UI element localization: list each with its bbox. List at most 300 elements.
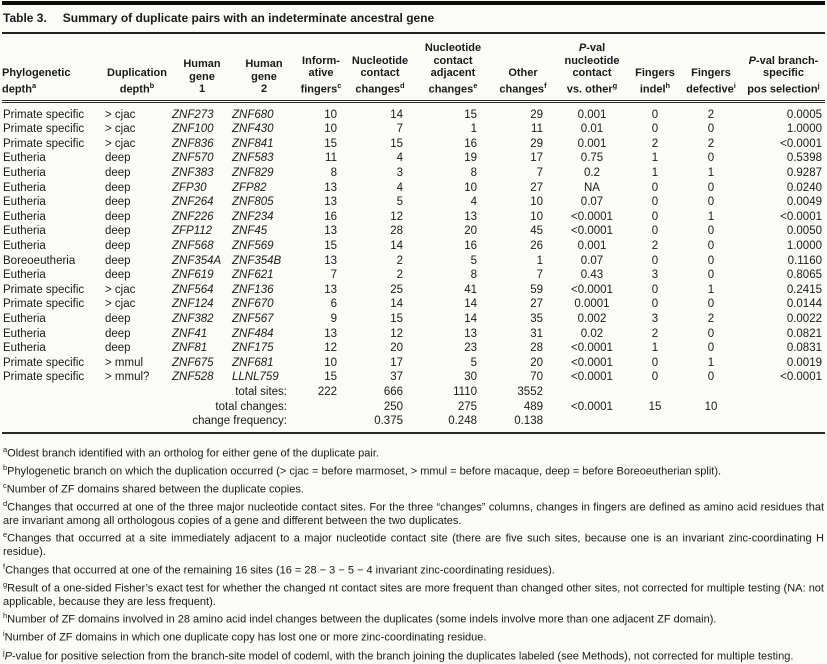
table-cell-human-gene-1: ZFP112 — [172, 225, 213, 238]
column-header-duplication-depth: Duplication depth$^b$ — [102, 34, 172, 101]
summary-cell-informative-fingers: 222 — [317, 385, 337, 398]
table-cell-pval-nucleotide-contact-vs-other: 0.001 — [577, 240, 607, 252]
summary-cell-pval-nucleotide-contact-vs-other — [554, 385, 630, 400]
table-cell-pval-nucleotide-contact-vs-other: 0.001 — [577, 137, 607, 150]
table-cell-other-changes: 7 — [536, 269, 543, 282]
table-cell-human-gene-1: ZNF124 — [172, 298, 214, 311]
table-cell-fingers-indel: 1 — [651, 342, 659, 355]
table-cell-nucleotide-contact-changes: 4 — [396, 152, 403, 165]
table-cell-pval-branch-specific-pos-selection: 1.0000 — [786, 123, 822, 136]
table-cell-human-gene-2: ZNF354B — [232, 254, 282, 267]
table-cell-informative-fingers: 6 — [330, 298, 337, 311]
table-cell-informative-fingers: 11 — [325, 152, 337, 165]
table-cell-informative-fingers: 15 — [324, 371, 337, 384]
table-cell-other-changes: 10 — [530, 210, 543, 223]
table-cell-fingers-indel: 0 — [651, 298, 659, 311]
table-cell-phylogenetic-depth: Eutheria — [3, 167, 46, 180]
table-cell-fingers-indel: 0 — [651, 225, 659, 238]
summary-cell-other-changes: 489 — [523, 400, 543, 413]
table-cell-fingers-indel: 0 — [651, 123, 659, 136]
column-header-informative-fingers: Inform- ative fingers$^c$ — [296, 34, 346, 101]
table-cell-fingers-indel: 0 — [651, 371, 659, 384]
summary-row — [2, 400, 825, 415]
table-cell-other-changes: 26 — [530, 240, 543, 252]
table-cell-human-gene-1: ZNF383 — [172, 167, 214, 180]
table-cell-human-gene-2: ZNF841 — [232, 137, 274, 150]
table-cell-pval-nucleotide-contact-vs-other: <0.0001 — [571, 371, 613, 384]
table-cell-informative-fingers: 10 — [324, 356, 337, 369]
table-cell-fingers-defective: 2 — [707, 312, 715, 325]
table-cell-human-gene-2: ZNF136 — [232, 283, 274, 296]
table-cell-pval-branch-specific-pos-selection: <0.0001 — [780, 210, 822, 223]
table-cell-informative-fingers: 15 — [324, 137, 337, 150]
table-cell-fingers-indel: 2 — [651, 327, 659, 340]
footnote-d: $^d$Changes that occurred at one of the three major nucleotide contact sites. For the three “changes” columns, changes in fingers are defined as amino acid residues that are invariant among all orthologous copies of a gene and different between the two duplicates. — [3, 498, 824, 527]
table-cell-fingers-defective: 0 — [707, 123, 715, 136]
table-row — [2, 370, 825, 385]
table-cell-other-changes: 10 — [530, 196, 543, 209]
table-cell-pval-nucleotide-contact-vs-other: 0.001 — [577, 108, 607, 121]
table-cell-nucleotide-contact-changes: 7 — [396, 123, 403, 136]
summary-row-label: total changes: — [215, 400, 287, 413]
table-cell-other-changes: 27 — [530, 181, 543, 194]
table-cell-fingers-defective: 2 — [707, 137, 715, 150]
summary-table — [2, 34, 825, 434]
table-cell-nucleotide-contact-changes: 2 — [396, 269, 403, 282]
table-row — [2, 356, 825, 371]
table-cell-pval-nucleotide-contact-vs-other: <0.0001 — [571, 225, 613, 238]
table-cell-nucleotide-contact-changes: 3 — [396, 167, 403, 180]
table-cell-nucleotide-contact-adjacent-changes: 4 — [470, 196, 477, 209]
table-cell-fingers-defective: 0 — [707, 240, 715, 252]
table-cell-phylogenetic-depth: Eutheria — [3, 152, 46, 165]
table-cell-fingers-defective: 0 — [707, 196, 715, 209]
table-cell-fingers-indel: 0 — [651, 196, 659, 209]
table-cell-human-gene-2: ZFP82 — [232, 181, 267, 194]
table-cell-fingers-defective: 2 — [707, 108, 715, 121]
table-cell-human-gene-2: ZNF234 — [232, 210, 274, 223]
table-cell-pval-branch-specific-pos-selection: 0.2415 — [786, 283, 822, 296]
table-cell-other-changes: 27 — [530, 298, 543, 311]
column-header-fingers-defective: Fingers defective$^i$ — [680, 34, 742, 101]
table-cell-human-gene-2: LLNL759 — [232, 371, 279, 384]
table-cell-nucleotide-contact-changes: 12 — [390, 210, 403, 223]
table-cell-human-gene-2: ZNF670 — [232, 298, 274, 311]
summary-row — [2, 385, 825, 400]
table-cell-nucleotide-contact-adjacent-changes: 14 — [464, 298, 477, 311]
table-cell-fingers-indel: 3 — [651, 312, 659, 325]
column-header-other-changes: Other changes$^f$ — [492, 34, 554, 101]
table-cell-human-gene-1: ZNF354A — [172, 254, 222, 267]
table-cell-informative-fingers: 13 — [324, 196, 337, 209]
table-cell-pval-branch-specific-pos-selection: 0.8065 — [786, 269, 822, 282]
table-cell-fingers-indel: 2 — [651, 240, 659, 252]
table-cell-pval-branch-specific-pos-selection: 1.0000 — [786, 240, 822, 252]
footnote-f: $^f$Changes that occurred at one of the remaining 16 sites (16 = 28 − 3 − 5 − 4 invariant zinc-coordinating residues). — [3, 561, 555, 577]
table-cell-pval-branch-specific-pos-selection: 0.1160 — [787, 254, 822, 267]
table-cell-phylogenetic-depth: Eutheria — [3, 269, 46, 282]
table-cell-pval-branch-specific-pos-selection: 0.0240 — [786, 181, 822, 194]
table-cell-pval-nucleotide-contact-vs-other: 0.2 — [584, 167, 600, 180]
table-number: Table 3. — [3, 11, 47, 25]
table-cell-informative-fingers: 10 — [324, 108, 337, 121]
table-cell-duplication-depth: > mmul? — [105, 371, 150, 384]
table-cell-nucleotide-contact-changes: 14 — [390, 298, 403, 311]
table-cell-nucleotide-contact-adjacent-changes: 23 — [464, 342, 477, 355]
table-cell-duplication-depth: > cjac — [105, 123, 136, 136]
footnote-j: $^j$P-value for positive selection from the branch-site model of codeml, with the branch joining the duplicates labeled (see Methods), not corrected for multiple testing. — [3, 647, 794, 663]
table-cell-human-gene-2: ZNF805 — [232, 196, 274, 209]
footnotes — [2, 434, 825, 664]
table-cell-other-changes: 59 — [530, 283, 543, 296]
table-row — [2, 341, 825, 356]
table-cell-human-gene-2: ZNF583 — [232, 152, 274, 165]
table-cell-human-gene-2: ZNF621 — [232, 269, 274, 282]
table-cell-nucleotide-contact-adjacent-changes: 13 — [464, 327, 477, 340]
table-cell-nucleotide-contact-changes: 17 — [390, 356, 403, 369]
summary-cell-fingers-indel — [630, 385, 680, 400]
table-cell-duplication-depth: deep — [105, 152, 131, 165]
table-cell-pval-nucleotide-contact-vs-other: 0.01 — [580, 123, 604, 136]
table-cell-nucleotide-contact-adjacent-changes: 10 — [464, 181, 477, 194]
table-cell-phylogenetic-depth: Primate specific — [3, 371, 85, 384]
table-cell-duplication-depth: deep — [105, 181, 131, 194]
table-cell-phylogenetic-depth: Eutheria — [3, 181, 46, 194]
table-cell-other-changes: 11 — [531, 123, 543, 136]
table-cell-pval-branch-specific-pos-selection: 0.9287 — [786, 167, 822, 180]
summary-cell-fingers-defective — [680, 385, 742, 400]
summary-cell-pval-nucleotide-contact-vs-other — [554, 414, 630, 433]
table-row — [2, 137, 825, 152]
table-cell-pval-branch-specific-pos-selection: 0.0144 — [786, 298, 822, 311]
column-header-pval-nucleotide-contact-vs-other: P-val nucleotide contact vs. other$^g$ — [554, 34, 630, 101]
table-cell-fingers-indel: 0 — [651, 181, 659, 194]
footnote-g: $^g$Result of a one-sided Fisher’s exact test for whether the changed nt contact sites are more frequent than changed other sites, not corrected for multiple testing (NA: not applicable, because they are less frequent). — [3, 579, 824, 608]
table-cell-pval-branch-specific-pos-selection: 0.0050 — [786, 225, 822, 238]
table-cell-fingers-indel: 0 — [651, 283, 659, 296]
summary-cell-fingers-indel — [630, 414, 680, 433]
table-cell-pval-branch-specific-pos-selection: 0.5398 — [786, 152, 822, 165]
summary-cell-informative-fingers — [296, 414, 346, 433]
table-cell-duplication-depth: deep — [105, 327, 131, 340]
table-cell-informative-fingers: 10 — [324, 123, 337, 136]
table-row — [2, 283, 825, 298]
table-cell-nucleotide-contact-changes: 12 — [390, 327, 403, 340]
table-cell-phylogenetic-depth: Eutheria — [3, 210, 46, 223]
table-cell-human-gene-1: ZNF619 — [172, 269, 214, 282]
table-row — [2, 297, 825, 312]
table-cell-fingers-indel: 0 — [651, 254, 659, 267]
table-cell-human-gene-2: ZNF175 — [232, 342, 274, 355]
table-cell-informative-fingers: 13 — [324, 225, 337, 238]
table-cell-phylogenetic-depth: Eutheria — [3, 196, 46, 209]
table-cell-phylogenetic-depth: Primate specific — [3, 108, 85, 121]
table-row — [2, 101, 825, 122]
table-cell-human-gene-1: ZFP30 — [172, 181, 207, 194]
table-cell-nucleotide-contact-adjacent-changes: 13 — [464, 210, 477, 223]
table-cell-human-gene-2: ZNF45 — [232, 225, 268, 238]
summary-cell-fingers-defective: 10 — [704, 400, 718, 413]
table-cell-human-gene-2: ZNF569 — [232, 240, 274, 252]
table-cell-fingers-defective: 0 — [707, 181, 715, 194]
table-row — [2, 327, 825, 342]
table-cell-pval-nucleotide-contact-vs-other: 0.43 — [580, 269, 604, 282]
summary-row-label: total sites: — [235, 385, 287, 398]
table-cell-pval-branch-specific-pos-selection: <0.0001 — [780, 371, 822, 384]
table-cell-pval-nucleotide-contact-vs-other: 0.02 — [580, 327, 604, 340]
table-cell-nucleotide-contact-changes: 14 — [390, 240, 403, 252]
table-cell-pval-nucleotide-contact-vs-other: <0.0001 — [571, 356, 613, 369]
table-cell-nucleotide-contact-changes: 37 — [390, 371, 403, 384]
table-cell-nucleotide-contact-adjacent-changes: 1 — [470, 123, 477, 136]
footnote-i: $^i$Number of ZF domains in which one duplicate copy has lost one or more zinc-coordinating residue. — [3, 629, 487, 645]
table-cell-phylogenetic-depth: Eutheria — [3, 225, 46, 238]
table-cell-phylogenetic-depth: Primate specific — [3, 283, 85, 296]
column-header-nucleotide-contact-adjacent-changes: Nucleotide contact adjacent changes$^e$ — [414, 34, 492, 101]
table-cell-phylogenetic-depth: Primate specific — [3, 137, 85, 150]
table-cell-human-gene-1: ZNF570 — [172, 152, 214, 165]
table-cell-fingers-indel: 1 — [651, 167, 659, 180]
table-cell-fingers-defective: 0 — [707, 298, 715, 311]
summary-cell-other-changes: 3552 — [517, 385, 543, 398]
table-cell-human-gene-1: ZNF264 — [172, 196, 214, 209]
column-header-phylogenetic-depth: Phylogenetic depth$^a$ — [2, 34, 102, 101]
table-cell-informative-fingers: 13 — [324, 283, 337, 296]
table-cell-other-changes: 1 — [536, 254, 543, 267]
table-cell-nucleotide-contact-adjacent-changes: 30 — [464, 371, 477, 384]
footnote-a: $^a$Oldest branch identified with an ortholog for either gene of the duplicate pair. — [3, 444, 379, 460]
table-cell-human-gene-1: ZNF226 — [172, 210, 214, 223]
table-cell-pval-branch-specific-pos-selection: 0.0005 — [786, 108, 822, 121]
table-cell-informative-fingers: 16 — [324, 210, 337, 223]
summary-cell-nucleotide-contact-adjacent-changes: 0.248 — [414, 414, 492, 433]
table-cell-nucleotide-contact-adjacent-changes: 15 — [464, 108, 477, 121]
table-row — [2, 224, 825, 239]
summary-cell-pval-branch-specific-pos-selection — [742, 385, 825, 400]
table-cell-pval-branch-specific-pos-selection: 0.0821 — [786, 327, 822, 340]
table-cell-nucleotide-contact-changes: 25 — [390, 283, 403, 296]
table-cell-phylogenetic-depth: Primate specific — [3, 298, 85, 311]
table-cell-pval-nucleotide-contact-vs-other: 0.07 — [580, 196, 604, 209]
table-cell-human-gene-1: ZNF675 — [172, 356, 214, 369]
column-header-human-gene-1: Human gene 1 — [172, 34, 232, 101]
summary-row-label: change frequency: — [2, 414, 296, 433]
column-header-pval-branch-specific-pos-selection: P-val branch- specific pos selection$^j$ — [742, 34, 825, 101]
summary-row — [2, 414, 825, 433]
table-cell-pval-branch-specific-pos-selection: 0.0049 — [786, 196, 822, 209]
table-cell-pval-branch-specific-pos-selection: 0.0019 — [786, 356, 822, 369]
table-cell-nucleotide-contact-changes: 20 — [390, 342, 403, 355]
table-cell-fingers-indel: 1 — [651, 152, 659, 165]
table-cell-fingers-defective: 0 — [707, 269, 715, 282]
table-cell-pval-nucleotide-contact-vs-other: <0.0001 — [571, 283, 613, 296]
table-cell-pval-nucleotide-contact-vs-other: <0.0001 — [571, 342, 613, 355]
table-cell-nucleotide-contact-changes: 28 — [390, 225, 403, 238]
table-cell-duplication-depth: deep — [105, 342, 131, 355]
table-cell-nucleotide-contact-adjacent-changes: 41 — [464, 283, 477, 296]
table-cell-fingers-indel: 0 — [651, 356, 659, 369]
table-cell-other-changes: 29 — [530, 137, 543, 150]
table-cell-human-gene-1: ZNF568 — [172, 240, 214, 252]
footnote-h: $^h$Number of ZF domains involved in 28 amino acid indel changes between the duplicates (some indels involve more than one adjacent ZF domain). — [3, 611, 717, 627]
table-cell-human-gene-1: ZNF382 — [172, 312, 214, 325]
table-cell-fingers-defective: 0 — [707, 327, 715, 340]
table-row — [2, 166, 825, 181]
table-row — [2, 254, 825, 269]
table-cell-other-changes: 20 — [530, 356, 543, 369]
table-cell-other-changes: 45 — [530, 225, 543, 238]
table-cell-other-changes: 29 — [530, 108, 543, 121]
table-cell-nucleotide-contact-changes: 15 — [390, 137, 403, 150]
table-row — [2, 239, 825, 254]
table-cell-human-gene-2: ZNF430 — [232, 123, 274, 136]
table-cell-fingers-indel: 0 — [651, 108, 659, 121]
table-cell-human-gene-2: ZNF681 — [232, 356, 274, 369]
table-cell-duplication-depth: deep — [105, 210, 131, 223]
table-cell-duplication-depth: > cjac — [105, 108, 136, 121]
summary-cell-nucleotide-contact-changes: 666 — [383, 385, 403, 398]
table-cell-fingers-indel: 0 — [651, 210, 659, 223]
table-cell-duplication-depth: deep — [105, 167, 131, 180]
table-cell-fingers-defective: 0 — [707, 254, 715, 267]
table-cell-phylogenetic-depth: Eutheria — [3, 327, 46, 340]
table-cell-nucleotide-contact-adjacent-changes: 16 — [464, 137, 477, 150]
table-cell-informative-fingers: 15 — [324, 240, 337, 252]
table-cell-fingers-indel: 2 — [651, 137, 659, 150]
summary-cell-pval-branch-specific-pos-selection — [742, 414, 825, 433]
table-cell-informative-fingers: 9 — [330, 312, 337, 325]
table-row — [2, 195, 825, 210]
table-cell-nucleotide-contact-adjacent-changes: 8 — [470, 269, 477, 282]
table-cell-fingers-defective: 0 — [707, 152, 715, 165]
table-cell-phylogenetic-depth: Boreoeutheria — [3, 254, 76, 267]
table-cell-duplication-depth: deep — [105, 254, 131, 267]
footnote-b: $^b$Phylogenetic branch on which the duplication occurred (> cjac = before marmoset, > mmul = before macaque, deep = before Boreoeutherian split). — [3, 462, 722, 478]
table-cell-fingers-defective: 1 — [707, 356, 715, 369]
table-cell-pval-branch-specific-pos-selection: 0.0831 — [786, 342, 822, 355]
table-cell-duplication-depth: deep — [105, 240, 131, 252]
table-cell-informative-fingers: 13 — [324, 254, 337, 267]
table-cell-pval-nucleotide-contact-vs-other: 0.002 — [577, 312, 607, 325]
table-cell-duplication-depth: > cjac — [105, 137, 136, 150]
table-cell-nucleotide-contact-changes: 14 — [390, 108, 403, 121]
table-row — [2, 122, 825, 137]
table-cell-other-changes: 35 — [530, 312, 543, 325]
table-cell-fingers-defective: 1 — [707, 210, 715, 223]
table-cell-pval-nucleotide-contact-vs-other: 0.0001 — [574, 298, 610, 311]
table-cell-nucleotide-contact-adjacent-changes: 5 — [470, 356, 477, 369]
summary-cell-nucleotide-contact-changes: 250 — [383, 400, 403, 413]
table-cell-fingers-indel: 3 — [651, 269, 659, 282]
summary-cell-pval-branch-specific-pos-selection — [742, 400, 825, 415]
table-cell-human-gene-1: ZNF273 — [172, 108, 214, 121]
table-header-row — [2, 34, 825, 101]
summary-cell-informative-fingers — [296, 400, 346, 415]
summary-cell-nucleotide-contact-changes: 0.375 — [346, 414, 414, 433]
table-cell-phylogenetic-depth: Eutheria — [3, 240, 46, 252]
table-cell-duplication-depth: > mmul — [105, 356, 144, 369]
table-title: Summary of duplicate pairs with an indeterminate ancestral gene — [62, 11, 435, 25]
table-cell-pval-branch-specific-pos-selection: <0.0001 — [780, 137, 822, 150]
table-cell-nucleotide-contact-changes: 4 — [396, 181, 403, 194]
table-cell-human-gene-2: ZNF567 — [232, 312, 274, 325]
table-cell-pval-nucleotide-contact-vs-other: NA — [584, 181, 600, 194]
table-cell-nucleotide-contact-adjacent-changes: 19 — [464, 152, 477, 165]
summary-cell-fingers-defective — [680, 414, 742, 433]
table-cell-fingers-defective: 0 — [707, 225, 715, 238]
table-cell-pval-nucleotide-contact-vs-other: 0.07 — [580, 254, 604, 267]
footnote-e: $^e$Changes that occurred at a site immediately adjacent to a major nucleotide contact site (there are five such sites, because one is an invariant zinc-coordinating H residue). — [3, 530, 824, 559]
table-cell-pval-branch-specific-pos-selection: 0.0022 — [786, 312, 822, 325]
table-cell-duplication-depth: > cjac — [105, 283, 136, 296]
table-cell-human-gene-1: ZNF528 — [172, 371, 214, 384]
table-cell-informative-fingers: 7 — [330, 269, 337, 282]
table-cell-nucleotide-contact-changes: 2 — [396, 254, 403, 267]
table-cell-phylogenetic-depth: Primate specific — [3, 356, 85, 369]
table-cell-nucleotide-contact-adjacent-changes: 8 — [470, 167, 477, 180]
table-cell-nucleotide-contact-adjacent-changes: 20 — [464, 225, 477, 238]
table-cell-informative-fingers: 8 — [330, 167, 337, 180]
table-cell-duplication-depth: > cjac — [105, 298, 136, 311]
table-row — [2, 151, 825, 166]
column-header-fingers-indel: Fingers indel$^h$ — [630, 34, 680, 101]
table-cell-other-changes: 31 — [530, 327, 543, 340]
table-cell-human-gene-1: ZNF41 — [172, 327, 208, 340]
table-cell-fingers-defective: 1 — [707, 167, 715, 180]
table-cell-fingers-defective: 0 — [707, 342, 715, 355]
table-cell-pval-nucleotide-contact-vs-other: 0.75 — [580, 152, 604, 165]
table-cell-other-changes: 7 — [536, 167, 543, 180]
table-cell-fingers-defective: 0 — [707, 371, 715, 384]
table-cell-informative-fingers: 13 — [324, 327, 337, 340]
table-cell-other-changes: 17 — [530, 152, 543, 165]
column-header-nucleotide-contact-changes: Nucleotide contact changes$^d$ — [346, 34, 414, 101]
table-row — [2, 312, 825, 327]
table-cell-other-changes: 28 — [530, 342, 543, 355]
table-cell-human-gene-2: ZNF484 — [232, 327, 274, 340]
table-cell-human-gene-1: ZNF836 — [172, 137, 214, 150]
summary-cell-fingers-indel: 15 — [648, 400, 662, 413]
table-cell-duplication-depth: deep — [105, 196, 131, 209]
table-row — [2, 181, 825, 196]
table-cell-nucleotide-contact-adjacent-changes: 16 — [464, 240, 477, 252]
table-cell-fingers-defective: 1 — [707, 283, 715, 296]
table-cell-human-gene-1: ZNF564 — [172, 283, 214, 296]
summary-cell-pval-nucleotide-contact-vs-other: <0.0001 — [571, 400, 613, 413]
table-cell-nucleotide-contact-changes: 5 — [396, 196, 403, 209]
table-cell-human-gene-2: ZNF680 — [232, 108, 274, 121]
table-cell-duplication-depth: deep — [105, 312, 131, 325]
paper-table-page — [2, 0, 825, 664]
table-cell-human-gene-1: ZNF81 — [172, 342, 208, 355]
table-cell-nucleotide-contact-adjacent-changes: 5 — [470, 254, 477, 267]
table-cell-informative-fingers: 13 — [324, 181, 337, 194]
table-cell-duplication-depth: deep — [105, 269, 131, 282]
table-cell-human-gene-2: ZNF829 — [232, 167, 274, 180]
table-cell-duplication-depth: deep — [105, 225, 131, 238]
table-cell-human-gene-1: ZNF100 — [172, 123, 214, 136]
table-cell-pval-nucleotide-contact-vs-other: <0.0001 — [571, 210, 613, 223]
table-cell-nucleotide-contact-changes: 15 — [390, 312, 403, 325]
table-cell-informative-fingers: 12 — [324, 342, 337, 355]
table-row — [2, 268, 825, 283]
table-cell-phylogenetic-depth: Primate specific — [3, 123, 85, 136]
summary-cell-nucleotide-contact-adjacent-changes: 1110 — [453, 385, 477, 398]
summary-cell-nucleotide-contact-adjacent-changes: 275 — [457, 400, 477, 413]
table-cell-phylogenetic-depth: Eutheria — [3, 342, 46, 355]
table-cell-other-changes: 70 — [530, 371, 543, 384]
table-cell-phylogenetic-depth: Eutheria — [3, 312, 46, 325]
